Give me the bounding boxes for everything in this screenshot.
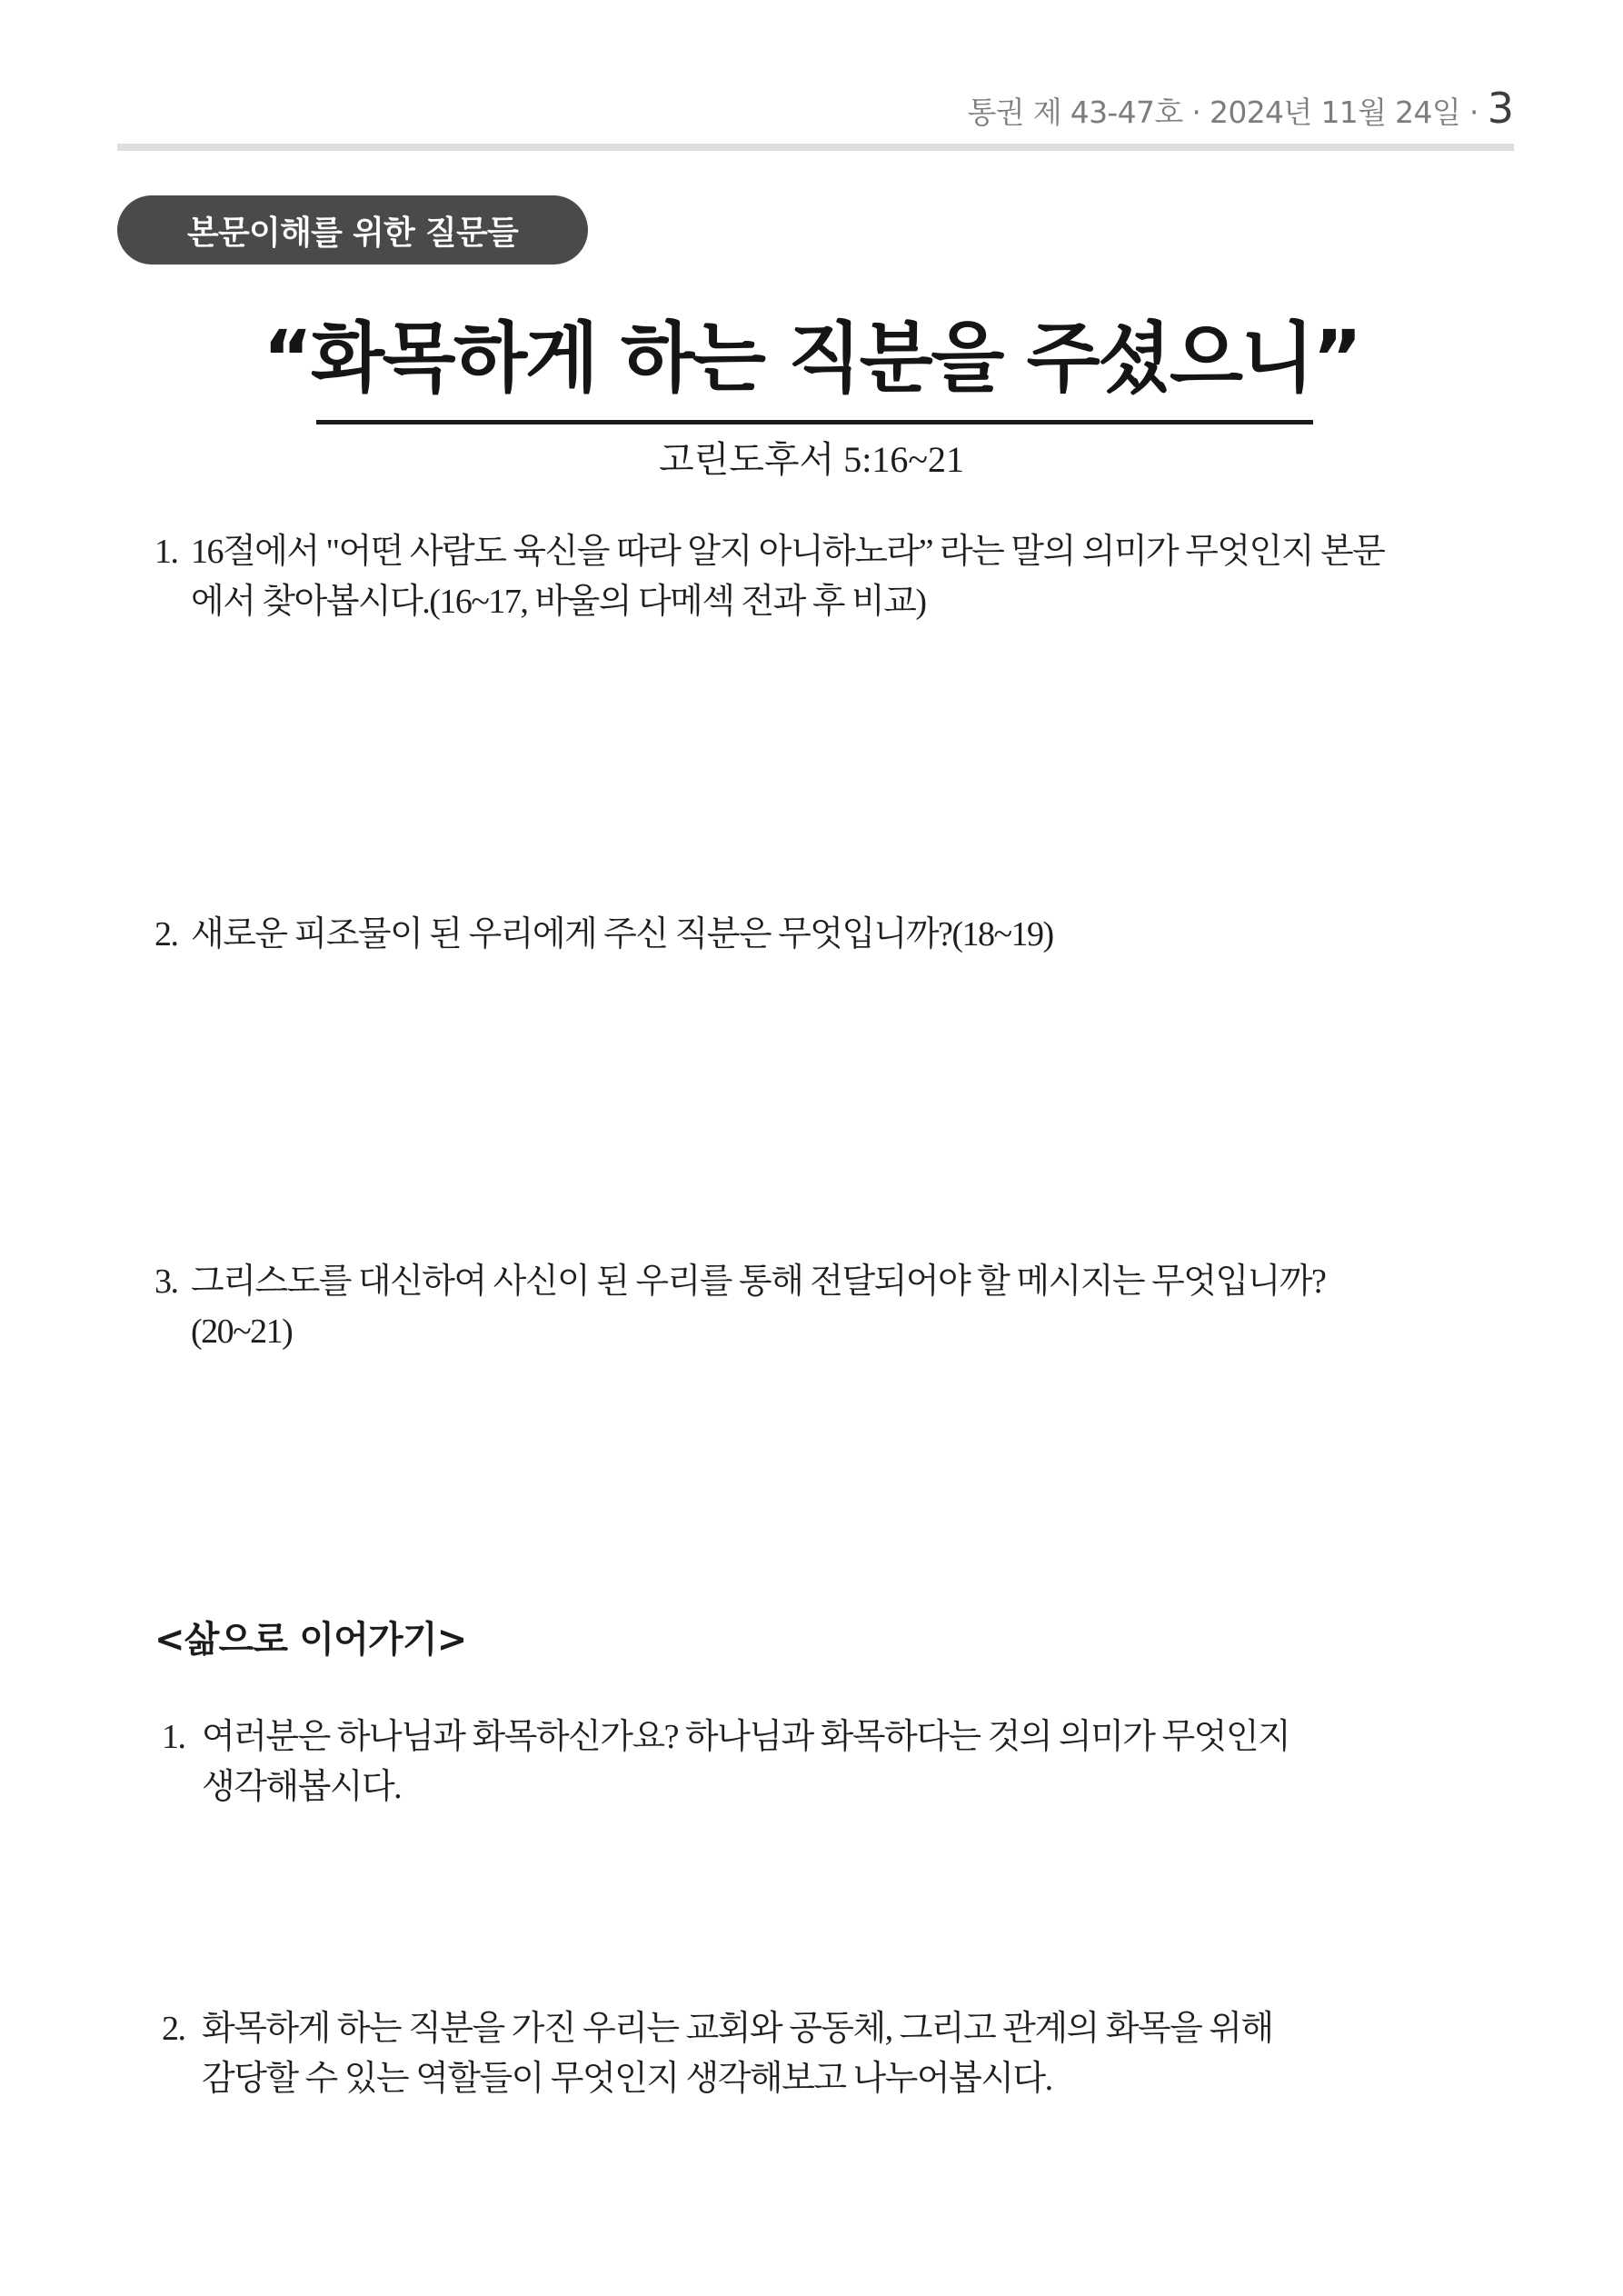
application-line: 화목하게 하는 직분을 가진 우리는 교회와 공동체, 그리고 관계의 화목을 위해 — [202, 2010, 1273, 2048]
title-underline — [316, 420, 1313, 424]
question-1 — [154, 527, 1514, 627]
page-number: 3 — [1487, 84, 1514, 133]
question-text — [191, 910, 1514, 960]
application-number: 1. — [162, 1718, 185, 1756]
question-line: 16절에서 "어떤 사람도 육신을 따라 알지 아니하노라” 라는 말의 의미가 무엇인지 본문 — [191, 533, 1385, 571]
application-line: 여러분은 하나님과 화목하신가요? 하나님과 화목하다는 것의 의미가 무엇인지 — [202, 1718, 1290, 1756]
question-number: 2. — [154, 915, 178, 953]
question-2 — [154, 910, 1514, 960]
section-badge: 본문이해를 위한 질문들 — [117, 195, 588, 265]
page-title: “화목하게 하는 직분을 주셨으니” — [263, 314, 1360, 403]
application-item-1 — [162, 1712, 1514, 1812]
application-number: 2. — [162, 2010, 185, 2048]
application-line: 감당할 수 있는 역할들이 무엇인지 생각해보고 나누어봅시다. — [202, 2060, 1052, 2098]
scripture-reference: 고린도후서 5:16~21 — [659, 439, 964, 480]
application-heading: <삶으로 이어가기> — [154, 1619, 467, 1661]
question-line: 새로운 피조물이 된 우리에게 주신 직분은 무엇입니까?(18~19) — [191, 915, 1053, 953]
question-text — [191, 527, 1514, 627]
issue-info: 통권 제 43-47호 · 2024년 11월 24일 · — [967, 95, 1479, 130]
question-line: 그리스도를 대신하여 사신이 된 우리를 통해 전달되어야 할 메시지는 무엇입니까? — [191, 1263, 1326, 1301]
question-line: (20~21) — [191, 1313, 293, 1351]
application-text — [202, 2004, 1514, 2104]
application-item-2 — [162, 2004, 1514, 2104]
question-3 — [154, 1257, 1514, 1357]
question-number: 1. — [154, 533, 178, 571]
issue-header — [967, 84, 1514, 135]
application-line: 생각해봅시다. — [202, 1768, 402, 1806]
question-number: 3. — [154, 1263, 178, 1301]
question-line: 에서 찾아봅시다.(16~17, 바울의 다메섹 전과 후 비교) — [191, 583, 926, 621]
question-text — [191, 1257, 1514, 1357]
application-text — [202, 1712, 1514, 1812]
header-divider — [117, 144, 1514, 151]
